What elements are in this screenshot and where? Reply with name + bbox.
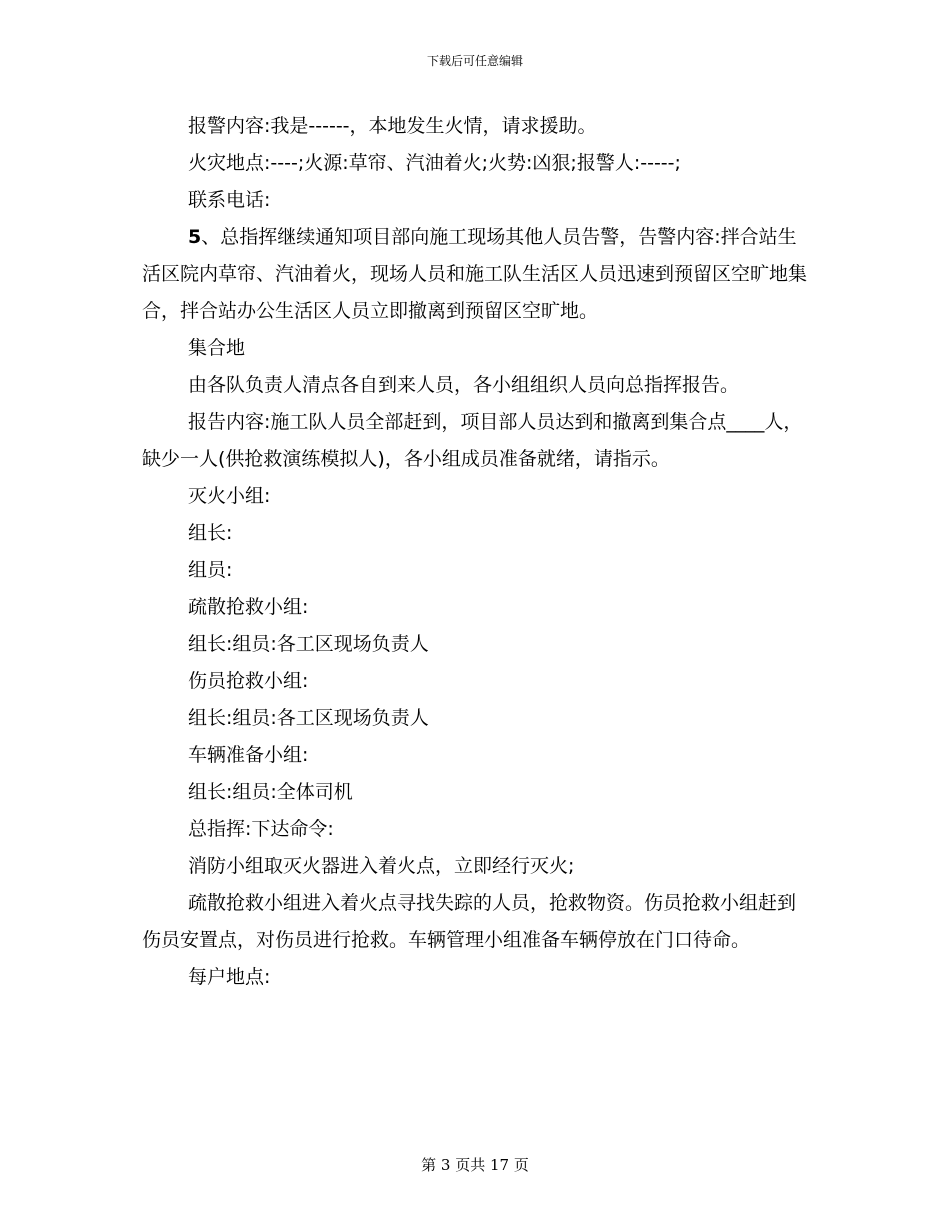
paragraph-each-location: 每户地点: — [188, 966, 271, 988]
item-number: 5 — [188, 226, 202, 248]
paragraph-commander-notice-text: 、总指挥继续通知项目部向施工现场其他人员告警，告警内容:拌合站生活区院内草帘、汽油着火，现场人员和施工队生活区人员迅速到预留区空旷地集合，拌合站办公生活区人员立即撤离到预留区空旷地。 — [142, 226, 808, 322]
paragraph-group-members: 组员: — [188, 559, 233, 581]
paragraph-casualty-members: 组长:组员:各工区现场负责人 — [188, 707, 429, 729]
paragraph-evacuation-members: 组长:组员:各工区现场负责人 — [188, 633, 429, 655]
page-footer: 第 3 页共 17 页 — [421, 1156, 529, 1174]
paragraph-alarm-content: 报警内容:我是------，本地发生火情，请求援助。 — [188, 115, 597, 137]
paragraph-fire-location: 火灾地点:----;火源:草帘、汽油着火;火势:凶狠;报警人:-----; — [188, 152, 681, 174]
paragraph-command: 总指挥:下达命令: — [188, 818, 334, 840]
paragraph-commander-notice — [142, 219, 810, 330]
paragraph-rescue-order: 疏散抢救小组进入着火点寻找失踪的人员，抢救物资。伤员抢救小组赶到伤员安置点，对伤员进行抢救。车辆管理小组准备车辆停放在门口待命。 — [142, 892, 797, 951]
paragraph-group-leader: 组长: — [188, 522, 233, 544]
paragraph-contact-phone: 联系电话: — [188, 189, 271, 211]
paragraph-report-content: 报告内容:施工队人员全部赶到，项目部人员达到和撤离到集合点____人，缺少一人(供抢救演练模拟人)，各小组成员准备就绪，请指示。 — [142, 411, 803, 470]
paragraph-vehicle-group: 车辆准备小组: — [188, 744, 309, 766]
paragraph-fire-order: 消防小组取灭火器进入着火点，立即经行灭火; — [188, 855, 575, 877]
paragraph-casualty-group: 伤员抢救小组: — [188, 670, 309, 692]
paragraph-vehicle-members: 组长:组员:全体司机 — [188, 781, 353, 803]
paragraph-firefighting-group: 灭火小组: — [188, 485, 271, 507]
document-body — [142, 108, 810, 996]
paragraph-headcount: 由各队负责人清点各自到来人员，各小组组织人员向总指挥报告。 — [188, 374, 740, 396]
page-header: 下载后可任意编辑 — [426, 54, 523, 68]
paragraph-assembly-place: 集合地 — [188, 337, 246, 359]
paragraph-evacuation-group: 疏散抢救小组: — [188, 596, 309, 618]
